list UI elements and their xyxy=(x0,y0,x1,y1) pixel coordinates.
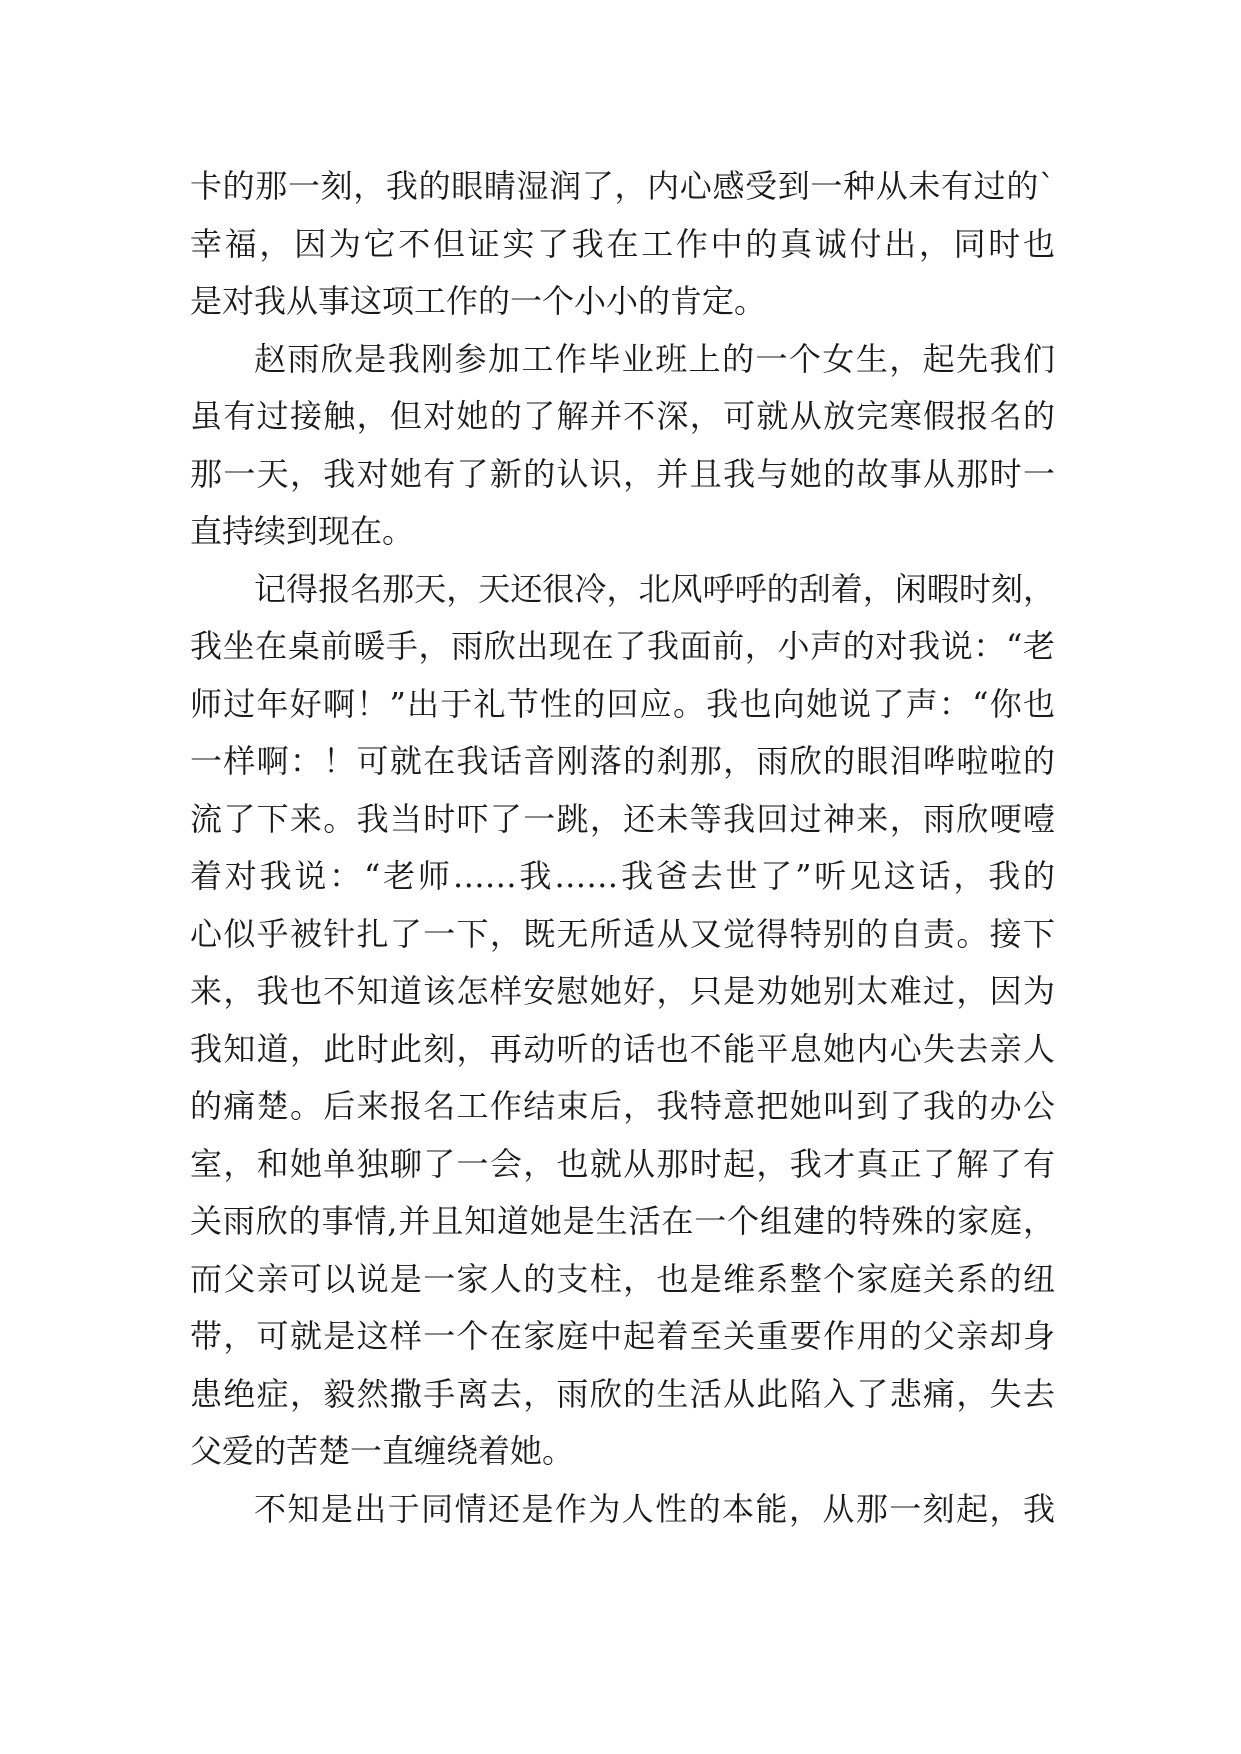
text-line: 室，和她单独聊了一会，也就从那时起，我才真正了解了有 xyxy=(190,1144,1055,1183)
text-line: 父爱的苦楚一直缠绕着她。 xyxy=(190,1432,575,1470)
text-line: 记得报名那天，天还很冷，北风呼呼的刮着，闲暇时刻， xyxy=(254,569,1055,608)
text-line: 是对我从事这项工作的一个小小的肯定。 xyxy=(190,282,767,320)
document-body xyxy=(190,158,1055,1538)
text-line: 一样啊：！可就在我话音刚落的刹那，雨欣的眼泪哗啦啦的 xyxy=(190,742,1055,780)
text-line: 的痛楚。后来报名工作结束后，我特意把她叫到了我的办公 xyxy=(190,1087,1055,1125)
text-line: 幸福，因为它不但证实了我在工作中的真诚付出，同时也 xyxy=(190,224,1055,263)
text-line: 关雨欣的事情,并且知道她是生活在一个组建的特殊的家庭， xyxy=(190,1202,1055,1240)
text-line: 而父亲可以说是一家人的支柱，也是维系整个家庭关系的纽 xyxy=(190,1259,1055,1298)
text-line: 那一天，我对她有了新的认识，并且我与她的故事从那时一 xyxy=(190,454,1055,493)
text-line: 患绝症，毅然撒手离去，雨欣的生活从此陷入了悲痛，失去 xyxy=(190,1374,1055,1413)
text-line: 虽有过接触，但对她的了解并不深，可就从放完寒假报名的 xyxy=(190,397,1055,435)
text-line: 带，可就是这样一个在家庭中起着至关重要作用的父亲却身 xyxy=(190,1317,1055,1355)
text-line: 流了下来。我当时吓了一跳，还未等我回过神来，雨欣哽噎 xyxy=(190,799,1055,838)
text-line: 直持续到现在。 xyxy=(190,512,415,550)
text-line: 师过年好啊！”出于礼节性的回应。我也向她说了声：“你也 xyxy=(190,684,1055,723)
text-line: 卡的那一刻，我的眼睛湿润了，内心感受到一种从未有过的` xyxy=(190,167,1055,205)
text-line: 赵雨欣是我刚参加工作毕业班上的一个女生，起先我们 xyxy=(254,339,1055,378)
text-line: 我坐在桌前暖手，雨欣出现在了我面前，小声的对我说：“老 xyxy=(190,627,1055,665)
text-line: 我知道，此时此刻，再动听的话也不能平息她内心失去亲人 xyxy=(190,1029,1055,1068)
text-line: 着对我说：“老师……我……我爸去世了”听见这话，我的 xyxy=(190,857,1055,895)
text-line: 不知是出于同情还是作为人性的本能，从那一刻起，我 xyxy=(254,1489,1055,1528)
text-line: 心似乎被针扎了一下，既无所适从又觉得特别的自责。接下 xyxy=(190,914,1055,953)
text-line: 来，我也不知道该怎样安慰她好，只是劝她别太难过，因为 xyxy=(190,972,1055,1010)
